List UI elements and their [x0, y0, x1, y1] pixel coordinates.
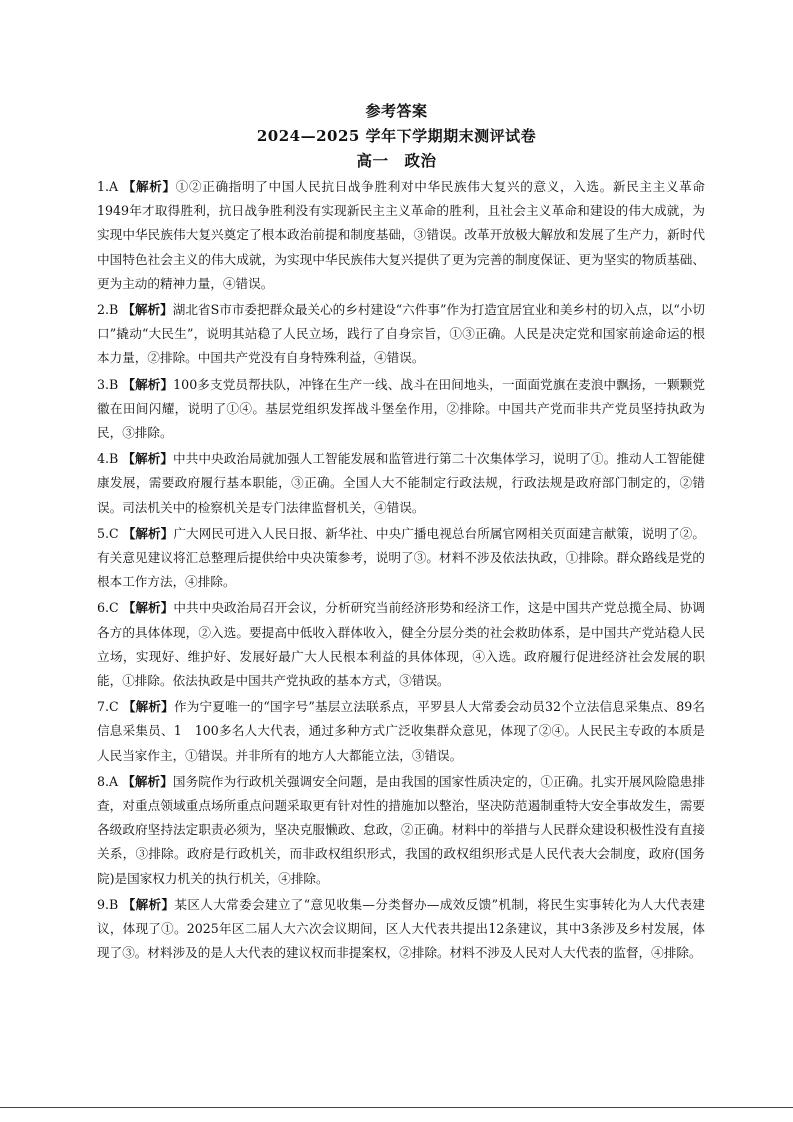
answer-item [97, 175, 705, 296]
answer-item [97, 770, 705, 891]
answer-number: 8.A [97, 773, 119, 789]
answer-text: 国务院作为行政机关强调安全问题，是由我国的国家性质决定的，①正确。扎实开展风险隐患排查，对重点领域重点场所重点问题采取更有针对性的措施加以整治，坚决防范遏制重特大安全事故发生，需要各级政府坚持法定职责必须为，坚决克服懒政、怠政，②正确。材料中的举措与人民群众建设积极性没有直接关系，③排除。政府是行政机关，而非政权组织形式，我国的政权组织形式是人民代表大会制度，政府(国务院)是国家权力机关的执行机关，④排除。 [97, 773, 706, 886]
answer-text: 广大网民可进入人民日报、新华社、中央广播电视总台所属官网相关页面建言献策，说明了②。有关意见建议将汇总整理后提供给中央决策参考，说明了③。材料不涉及依法执政，①排除。群众路线是党的根本工作方法，④排除。 [97, 525, 706, 590]
answer-number: 7.C [97, 699, 119, 715]
answer-text: 100多支党员帮扶队，冲锋在生产一线、战斗在田间地头，一面面党旗在麦浪中飘扬，一颗颗党徽在田间闪耀，说明了①④。基层党组织发挥战斗堡垒作用，②排除。中国共产党而非共产党员坚持执政为民，③排除。 [97, 376, 705, 441]
exam-subtitle: 2024—2025 学年下学期期末测评试卷 [256, 127, 537, 145]
answer-text: 作为宁夏唯一的“国字号”基层立法联系点，平罗县人大常委会动员32个立法信息采集点、89名信息采集员、1 100多名人大代表，通过多种方式广泛收集群众意见，体现了②④。人民民主专政的本质是人民当家作主，①错误。并非所有的地方人大都能立法，③错误。 [97, 699, 705, 763]
answer-text: 某区人大常委会建立了“意见收集—分类督办—成效反馈”机制，将民生实事转化为人大代表建议，体现了①。2025年区二届人大六次会议期间，区人大代表共提出12条建议，其中3条涉及乡村发展，体现了③。材料涉及的是人大代表的建议权而非提案权，②排除。材料不涉及人民对人大代表的监督，④排除。 [97, 896, 705, 961]
answer-item [97, 893, 705, 966]
analysis-tag: 【解析】 [122, 525, 174, 541]
course-title: 高一 政治 [356, 151, 437, 170]
answer-number: 5.C [97, 525, 119, 541]
analysis-tag: 【解析】 [122, 896, 175, 912]
answer-item [97, 298, 705, 371]
answer-item [97, 596, 705, 693]
answer-item [97, 522, 705, 595]
answer-number: 9.B [97, 896, 119, 912]
analysis-tag: 【解析】 [122, 451, 174, 467]
analysis-tag: 【解析】 [122, 699, 174, 715]
answer-number: 6.C [97, 600, 119, 616]
answer-number: 1.A [97, 179, 119, 194]
analysis-tag: 【解析】 [122, 179, 176, 194]
analysis-tag: 【解析】 [122, 773, 173, 789]
analysis-tag: 【解析】 [122, 376, 174, 392]
analysis-tag: 【解析】 [122, 302, 173, 318]
answer-item [97, 695, 705, 768]
answer-item [97, 447, 705, 520]
answer-text: ①②正确指明了中国人民抗日战争胜利对中华民族伟大复兴的意义，入选。新民主主义革命1949年才取得胜利，抗日战争胜利没有实现新民主主义革命的胜利，且社会主义革命和建设的伟大成就，为实现中华民族伟大复兴奠定了根本政治前提和制度基础，③错误。改革开放极大解放和发展了生产力，新时代中国特色社会主义的伟大成就，为实现中华民族伟大复兴提供了更为完善的制度保证、更为坚实的物质基础、更为主动的精神力量，④错误。 [97, 179, 706, 291]
answer-number: 4.B [97, 451, 119, 467]
answer-number: 2.B [97, 302, 119, 318]
answer-text: 中共中央政治局召开会议，分析研究当前经济形势和经济工作，这是中国共产党总揽全局、协调各方的具体体现，②入选。要提高中低收入群体收入，健全分层分类的社会救助体系，是中国共产党站稳人民立场，实现好、维护好、发展好最广大人民根本利益的具体体现，④入选。政府履行促进经济社会发展的职能，①排除。依法执政是中国共产党执政的基本方式，③错误。 [97, 600, 706, 689]
footer-divider [0, 1107, 793, 1108]
answer-number: 3.B [97, 376, 119, 392]
answer-list [97, 175, 705, 968]
page-title: 参考答案 [365, 102, 428, 120]
answer-text: 湖北省S市市委把群众最关心的乡村建设“六件事”作为打造宜居宜业和美乡村的切入点，以“小切口”撬动“大民生”，说明其站稳了人民立场，践行了自身宗旨，①③正确。人民是决定党和国家前途命运的根本力量，②排除。中国共产党没有自身特殊利益，④错误。 [97, 302, 706, 366]
answer-item [97, 373, 705, 446]
analysis-tag: 【解析】 [122, 600, 174, 616]
answer-text: 中共中央政治局就加强人工智能发展和监管进行第二十次集体学习，说明了①。推动人工智能健康发展，需要政府履行基本职能，③正确。全国人大不能制定行政法规，行政法规是政府部门制定的，②错误。司法机关中的检察机关是专门法律监督机关，④错误。 [97, 451, 705, 515]
